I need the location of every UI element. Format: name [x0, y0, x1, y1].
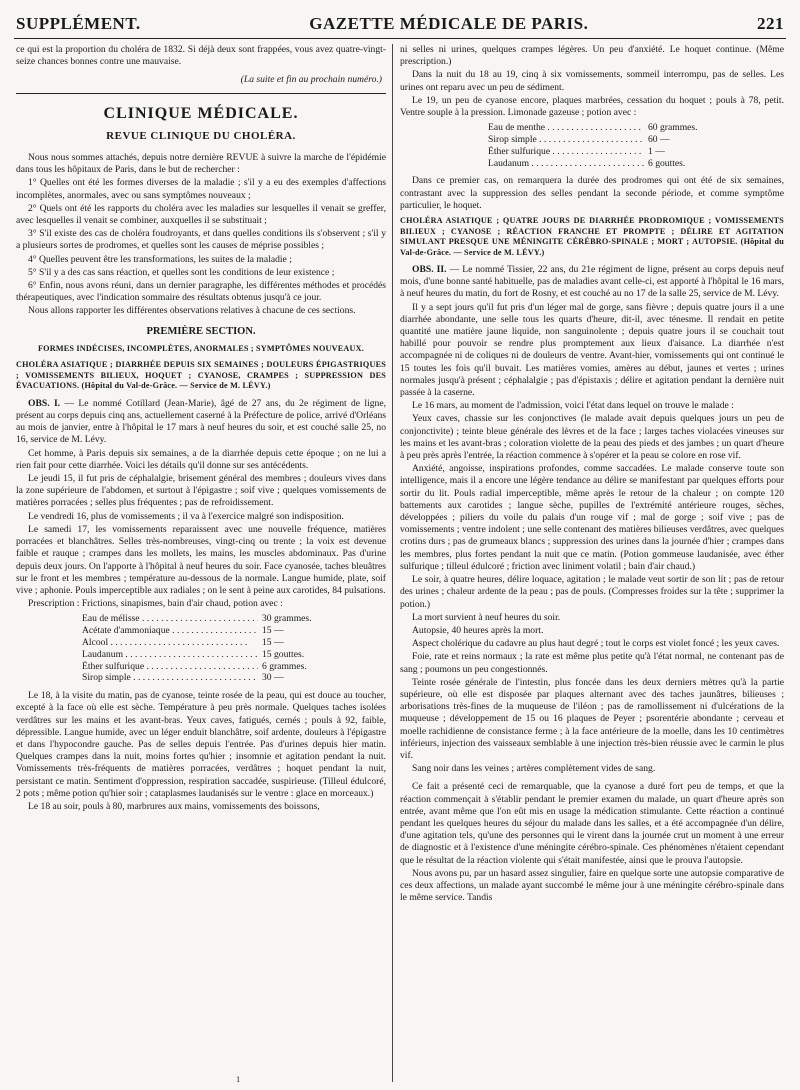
comparative-paragraph: Nous avons pu, par un hasard assez singulier, faire en quelque sorte une autopsie comparative de ces deux affections, un malade ayant succombé le même jour à une méningite cérébro-spinale dans le même service. Tandis	[400, 867, 784, 904]
prescription-row	[488, 158, 718, 170]
eyes-paragraph: Yeux caves, chassie sur les conjonctives (le malade avait depuis quelques jours un peu de conjonctivite) ; teinte bleue générale des lèvres et de la face ; larges taches violacées vineuses sur les mains et les avant-bras ; coloration violette de la peau des pieds et des jambes ; un quart d'heure à peu près après l'entrée, la réaction commence à s'opérer et la peau se colore en rose vif.	[400, 413, 784, 462]
presc-item: Acétate d'ammoniaque . . .	[82, 625, 258, 637]
night-18-paragraph: Dans la nuit du 18 au 19, cinq à six vomissements, sommeil interrompu, pas de selles. Les urines ont reparu avec un peu de sédiment.	[400, 69, 784, 93]
evening-paragraph: Le soir, à quatre heures, délire loquace, agitation ; le malade veut sortir de son lit ; pas de retour des urines ; chaleur ardente de la peau ; pas de pouls. (Compresses froides sur la tête ; supprimer la potion.)	[400, 574, 784, 610]
obs-text-1: — Le nommé Cotillard (Jean-Marie), âgé de 27 ans, du 2e régiment de ligne, présent au corps depuis cinq ans, actuellement caserné à la Préfecture de police, arrivé d'Orléans au mois de janvier, entre à l'hôpital le 17 mars à neuf heures du soir, et est couché salle 25, no 16, service de M. Lévy.	[16, 397, 386, 446]
history-paragraph: Cet homme, à Paris depuis six semaines, a de la diarrhée depuis cette époque ; on ne lui a rien fait pour cette diarrhée. Voici les détails qu'il donne sur ses antécédents.	[16, 447, 386, 471]
page-number: 221	[757, 14, 784, 33]
prodrome-paragraph: Il y a sept jours qu'il fut pris d'un léger mal de gorge, sans fièvre ; depuis quatre jours il a une diarrhée abondante, une selle tous les quarts d'heure, dit-il, avec ténesme. Il rendait en petite quantité une matière jaune liquide, non sanguinolente ; depuis quatre jours il se couchait tout habillé pour pouvoir se rendre plus promptement aux lieux d'aisance. La diarrhée n'est accompagnée ni de coliques ni de douleurs de ventre. Avant-hier, vomissements qui ont continué le 15 toutes les fois qu'il buvait. Les matières vomies, amères au début, jaunes et vertes ; urines normales jusqu'à présent ; céphalalgie ; pas d'épistaxis ; délire et agitation pendant la dernière nuit passée à la caserne.	[400, 301, 784, 399]
obs-label-1: OBS. I.	[28, 397, 61, 409]
continuation-paragraph: ni selles ni urines, quelques crampes légères. Un peu d'anxiété. Le hoquet continue. (Même prescription.)	[400, 44, 784, 68]
prescription-intro: Prescription : Frictions, sinapismes, bain d'air chaud, potion avec :	[28, 598, 283, 610]
presc-qty: 1 —	[648, 145, 665, 157]
prescription-row	[82, 625, 332, 637]
saturday-paragraph: Le samedi 17, les vomissements reparaissent avec une nouvelle fréquence, matières porracées et blanchâtres. Selles très-nombreuses, vingt-cinq ou trente ; la voix est devenue faible et rauque ; crampes dans les mollets, les mains, les muscles abdominaux. Pas d'urine depuis deux jours. On l'apporte à l'hôpital à neuf heures du soir. Face cyanosée, taches bleuâtres sur le front et les membres ; température au-dessous de la normale. Langue humide, plate, soif vive ; aphonie. Pouls imperceptible aux radiales ; on le sent à peine aux carotides, 84 pulsations.	[16, 523, 386, 596]
running-head	[16, 14, 784, 40]
intro-method-paragraph: Nous nous sommes attachés, depuis notre dernière REVUE à suivre la marche de l'épidémie dans tous les hôpitaux de Paris, dans le but de rechercher :	[16, 152, 386, 176]
admission-paragraph: Le 16 mars, au moment de l'admission, voici l'état dans lequel on trouve le malade :	[412, 400, 734, 412]
left-column	[16, 44, 386, 1082]
obs-label-2: OBS. II.	[412, 264, 447, 276]
observation-2	[400, 264, 784, 301]
presc-qty: 30 —	[262, 672, 284, 684]
blood-paragraph: Sang noir dans les veines ; artères complètement vides de sang.	[412, 763, 656, 775]
presc-qty: 15 —	[262, 625, 284, 637]
case-heading-1: CHOLÉRA ASIATIQUE ; DIARRHÉE DEPUIS SIX SEMAINES ; DOULEURS ÉPIGASTRIQUES ; VOMISSEMENTS BILIEUX, HOQUET ; CYANOSE, CRAMPES ; SUPPRESSION DES ÉVACUATIONS. (Hôpital du Val-de-Grâce. — Service de M. LÉVY.)	[16, 360, 386, 391]
rubric-subtitle: REVUE CLINIQUE DU CHOLÉRA.	[106, 129, 296, 142]
supplement-label: SUPPLÉMENT.	[16, 14, 141, 33]
prescription-list-1	[82, 613, 332, 684]
intestine-paragraph: Teinte rosée générale de l'intestin, plus foncée dans les deux derniers mètres qu'à la partie supérieure, où elle est disposée par plaques alternant avec des taches jaunâtres, bilieuses ; arborisations très-fines de la muqueuse de l'iléon ; pas de ramollissement ni d'ulcérations de la muqueuse ; développement de 15 ou 16 plaques de Peyer ; psorentérie abondante ; cerveau et moelle rachidienne de consistance ferme ; à la face antérieure de la moelle, dans les 10 centimètres inférieurs, injection des vaisseaux semblable à une injection très-bien réussie avec le carmin le plus vif.	[400, 676, 784, 761]
prescription-row	[82, 672, 332, 684]
cadaver-paragraph: Aspect cholérique du cadavre au plus haut degré ; tout le corps est violet foncé ; les yeux caves.	[412, 638, 780, 650]
thursday-paragraph: Le jeudi 15, il fut pris de céphalalgie, brisement général des membres ; douleurs vives dans la zone supérieure de l'abdomen, et surtout à l'épigastre ; soif vive ; quelques vomissements de matières porracées ; selles plus fréquentes ; pas de refroidissement.	[16, 473, 386, 509]
question-4: 4° Quelles peuvent être les transformations, les suites de la maladie ;	[28, 253, 292, 265]
journal-title: GAZETTE MÉDICALE DE PARIS.	[309, 14, 589, 33]
question-6: 6° Enfin, nous avons réuni, dans un dernier paragraphe, les différentes méthodes et procédés thérapeutiques, avec l'indication sommaire des résultats obtenus jusqu'à ce jour.	[16, 280, 386, 304]
intro-paragraph: ce qui est la proportion du choléra de 1832. Si déjà deux sont frappées, vous avez quatre-vingt-seize chances bonnes contre une mauvaise.	[16, 44, 386, 68]
day-18-evening-paragraph: Le 18 au soir, pouls à 80, marbrures aux mains, vomissements des boissons,	[28, 800, 320, 812]
anxiety-paragraph: Anxiété, angoisse, inspirations profondes, comme saccadées. Le malade conserve toute son intelligence, mais il a encore une légère tendance au délire se manifestant par quelques efforts pour sortir du lit. Pouls radial imperceptible, même après le retour de la chaleur ; on compte 120 battements aux carotides ; langue sèche, pupilles de l'extrémité antérieure rouges, sèches, développées ; piliers du voile du palais d'un rouge vif ; mal de gorge ; soif vive ; pas de vomissements ; ventre indolent ; une selle contenant des matières bilieuses verdâtres, avec quelques crotins durs ; pas de grumeaux blancs ; suppression des urines dans la journée d'hier ; crampes dans les membres, plus fortes pendant la nuit que ce matin. (Potion gommeuse laudanisée, avec éther sulfurique ; tilleul édulcoré ; friction avec liniment volatil ; bain d'air chaud.)	[400, 463, 784, 572]
autopsy-heading: Autopsie, 40 heures après la mort.	[412, 624, 544, 636]
section-divider	[16, 93, 386, 94]
prescription-row	[82, 649, 332, 661]
presc-qty: 30 grammes.	[262, 613, 312, 625]
header-rule	[14, 38, 786, 39]
presc-qty: 6 grammes.	[262, 660, 307, 672]
column-divider	[392, 44, 393, 1082]
presc-qty: 60 grammes.	[648, 122, 698, 134]
prescription-row	[488, 122, 718, 134]
presc-item: Sirop simple . . .	[82, 672, 258, 684]
day-19-paragraph: Le 19, un peu de cyanose encore, plaques marbrées, cessation du hoquet ; pouls à 78, petit. Ventre souple à la pression. Limonade gazeuse ; potion avec :	[400, 94, 784, 119]
presc-qty: 15 gouttes.	[262, 648, 305, 660]
presc-item: Éther sulfurique . . .	[488, 146, 644, 158]
question-5: 5° S'il y a des cas sans réaction, et quelles sont les conditions de leur existence ;	[28, 266, 335, 278]
case-1-remark: Dans ce premier cas, on remarquera la durée des prodromes qui ont été de six semaines, contrastant avec la suppression des selles pendant la seconde période, et comme symptôme particulier, le hoquet.	[400, 175, 784, 211]
prescription-row	[82, 613, 332, 625]
remark-paragraph: Ce fait a présenté ceci de remarquable, que la cyanose a duré fort peu de temps, et que la réaction commençait à s'établir pendant le premier examen du malade, un quart d'heure après son entrée, avant même que l'on eût mis en usage la médication stimulante. Cette réaction a continué pendant les quelques heures du séjour du malade dans les salles, et a été accompagnée d'un délire, d'une agitation tels, qu'une des personnes qui le virent dans la journée crut un moment à une erreur de diagnostic et à l'existence d'une méningite cérébro-spinale. Ces phénomènes n'étaient cependant que le résultat de la réaction violente qui s'était manifestée, ainsi que le prouva l'autopsie.	[400, 781, 784, 866]
footer-mark: 1	[236, 1076, 241, 1084]
section-title: PREMIÈRE SECTION.	[146, 325, 256, 337]
day-18-paragraph: Le 18, à la visite du matin, pas de cyanose, teinte rosée de la peau, qui est douce au toucher, excepté à la face où elle est sèche. Température à peu près normale. Quelques taches isolées verdâtres sur les mains et les avant-bras. Yeux caves, fatigués, cernés ; pouls à 92, faible, dépressible. Langue humide, avec un léger enduit blanchâtre, soif ardente, douleurs à l'épigastre et dans l'hypocondre gauche. Pas de selles depuis l'entrée. Pas d'urines depuis hier matin. Quelques crampes dans la nuit, moins fortes qu'hier ; insomnie et agitation pendant la nuit. Vomissements très-fréquents de matières porracées, verdâtres ; hoquet pendant la nuit, persistant ce matin. Sentiment d'oppression, respiration saccadée, suspirieuse. (Tilleul édulcoré, 2 pots ; même potion qu'hier soir ; cataplasmes laudanisés sur le ventre : glace en morceaux.)	[16, 690, 386, 799]
question-2: 2° Quels ont été les rapports du choléra avec les maladies sur lesquelles il venait se greffer, avec lesquelles il venait se combiner, auxquelles il se substituait ;	[16, 202, 386, 227]
right-column	[400, 44, 784, 1082]
prescription-row	[488, 134, 718, 146]
case-heading-2: CHOLÉRA ASIATIQUE ; QUATRE JOURS DE DIARRHÉE PRODROMIQUE ; VOMISSEMENTS BILIEUX ; CYANOSE ; RÉACTION FRANCHE ET PROMPTE ; DÉLIRE ET AGITATION SIMULANT PRESQUE UNE MÉNINGITE CÉRÉBRO-SPINALE ; MORT ; AUTOPSIE. (Hôpital du Val-de-Grâce. — Service de M. LÉVY.)	[400, 216, 784, 257]
presc-item: Eau de mélisse . . .	[82, 613, 258, 625]
death-paragraph: La mort survient à neuf heures du soir.	[412, 611, 561, 623]
question-3: 3° S'il existe des cas de choléra foudroyants, et dans quelles conditions ils s'observent ; s'il y a plusieurs sortes de prodromes, et quelles sont les causes de méprise possibles ;	[16, 228, 386, 252]
presc-item: Laudanum . . .	[488, 158, 644, 170]
rubric-title: CLINIQUE MÉDICALE.	[103, 104, 299, 122]
presc-qty: 6 gouttes.	[648, 157, 686, 169]
presc-qty: 15 —	[262, 636, 284, 648]
prescription-list-2	[488, 122, 718, 169]
continued-note: (La suite et fin au prochain numéro.)	[240, 74, 382, 86]
prescription-row	[82, 637, 332, 649]
plan-paragraph: Nous allons rapporter les différentes observations relatives à chacune de ces sections.	[28, 305, 356, 317]
section-subtitle: FORMES INDÉCISES, INCOMPLÈTES, ANORMALES ; SYMPTÔMES NOUVEAUX.	[37, 343, 365, 353]
presc-item: Sirop simple . . .	[488, 134, 644, 146]
presc-item: Alcool . . .	[82, 637, 258, 649]
question-1: 1° Quelles ont été les formes diverses de la maladie ; s'il y a eu des exemples d'affections incomplètes, anormales, avec ou sans symptômes nouveaux ;	[16, 177, 386, 201]
presc-item: Laudanum . . .	[82, 649, 258, 661]
prescription-row	[82, 661, 332, 673]
observation-1	[16, 398, 386, 447]
friday-paragraph: Le vendredi 16, plus de vomissements ; il va à l'exercice malgré son indisposition.	[28, 510, 344, 522]
presc-item: Éther sulfurique . . .	[82, 661, 258, 673]
organs-paragraph: Foie, rate et reins normaux ; la rate est même plus petite qu'à l'état normal, ne contenant pas de sang ; poumons un peu congestionnés.	[400, 651, 784, 675]
presc-qty: 60 —	[648, 134, 670, 146]
prescription-row	[488, 146, 718, 158]
obs-text-2: — Le nommé Tissier, 22 ans, du 21e régiment de ligne, présent au corps depuis neuf mois, d'une bonne santé habituelle, pas de maladies avant celle-ci, est apporté à l'hôpital le 16 mars, à neuf heures du matin, du fort de Rosny, et est couché au no 17 de la salle 25, service de M. Lévy.	[400, 264, 784, 300]
presc-item: Eau de menthe . . .	[488, 122, 644, 134]
